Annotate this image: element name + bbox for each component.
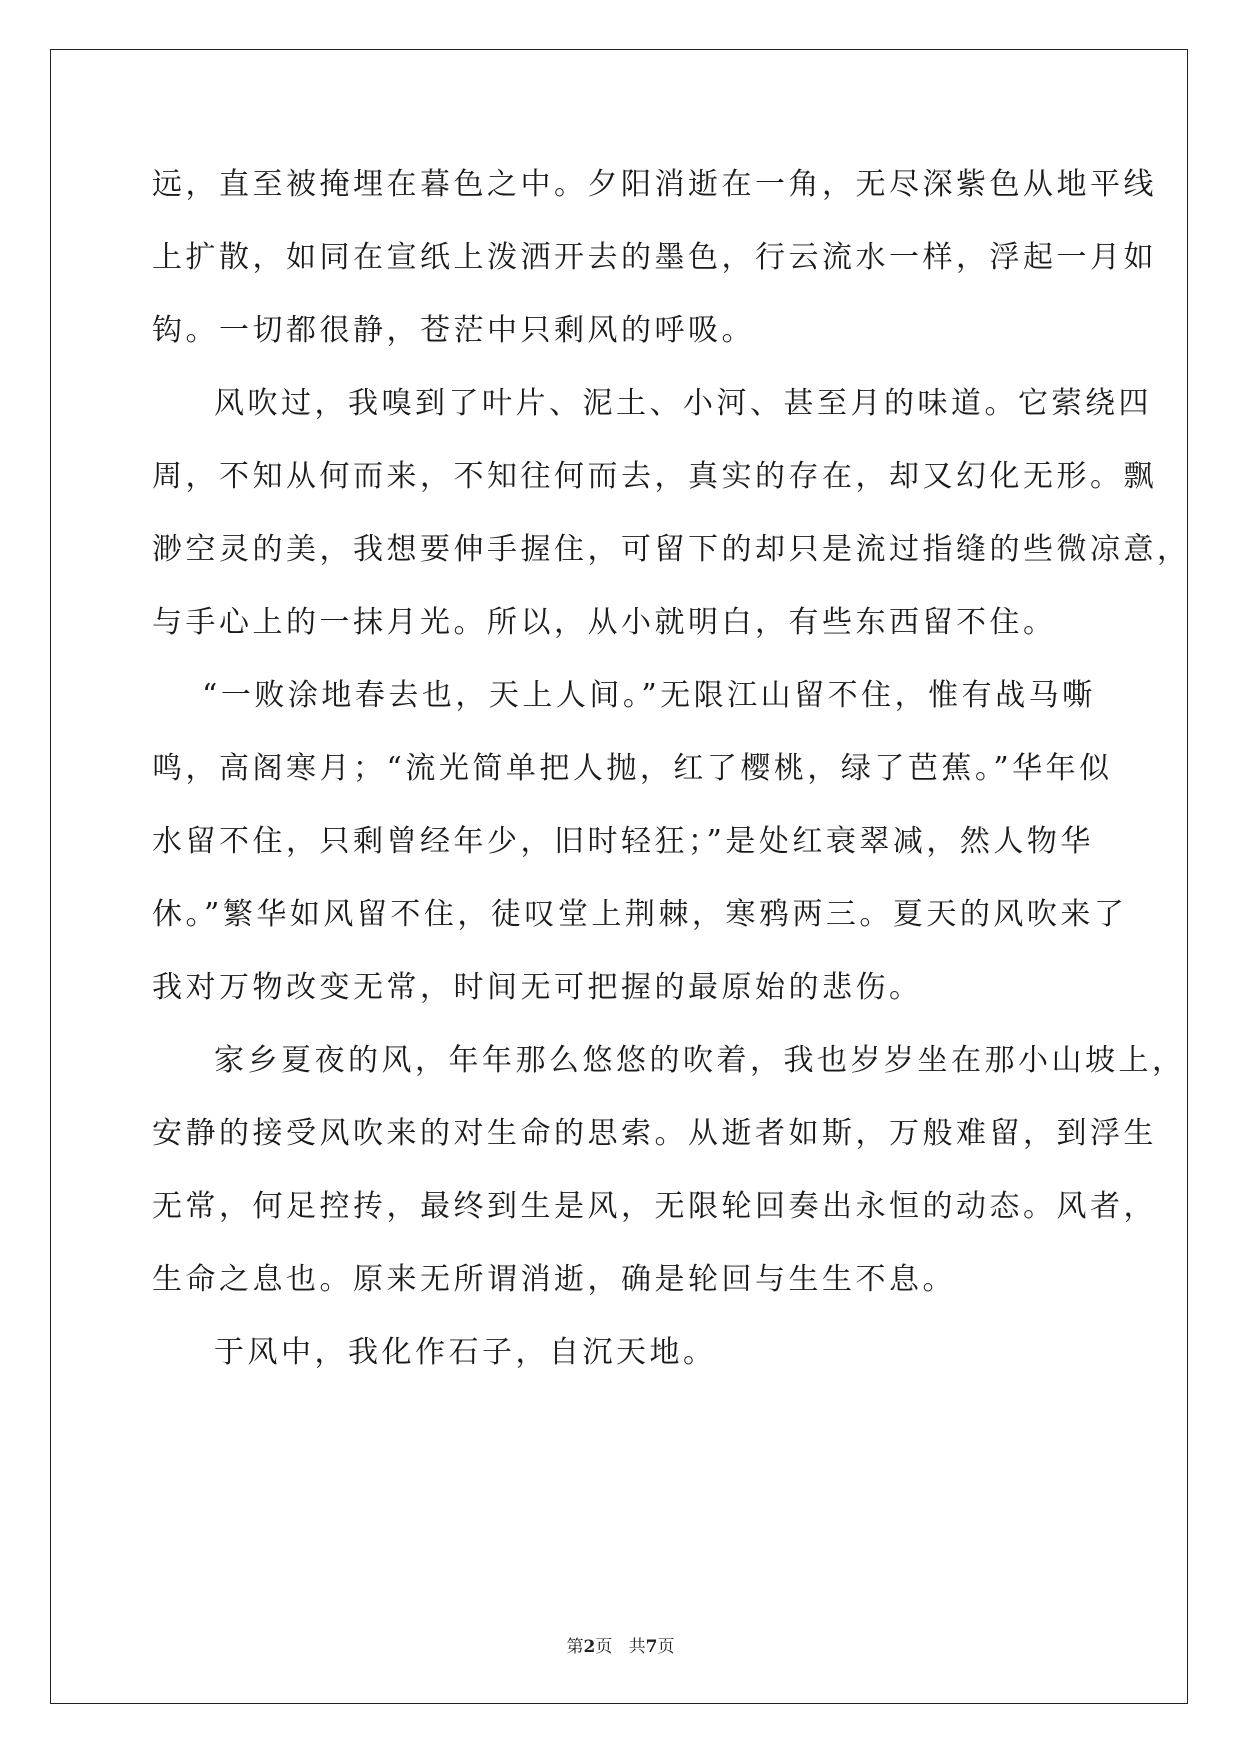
footer-page-suffix: 页 xyxy=(595,1637,613,1657)
text-line: 生命之息也。原来无所谓消逝，确是轮回与生生不息。 xyxy=(152,1262,956,1297)
text-line: “一败涂地春去也，天上人间。”无限江山留不住，惟有战马嘶 xyxy=(202,678,1096,713)
text-line: 休。”繁华如风留不住，徒叹堂上荆棘，寒鸦两三。夏天的风吹来了 xyxy=(152,897,1128,932)
text-line: 家乡夏夜的风，年年那么悠悠的吹着，我也岁岁坐在那小山坡上， xyxy=(214,1043,1186,1078)
footer-total-prefix: 共 xyxy=(628,1637,646,1657)
text-line: 于风中，我化作石子，自沉天地。 xyxy=(214,1335,717,1370)
text-line: 周，不知从何而来，不知往何而去，真实的存在，却又幻化无形。飘 xyxy=(152,459,1157,494)
current-page-number: 2 xyxy=(583,1637,596,1657)
footer-prefix: 第 xyxy=(566,1637,584,1657)
total-pages-number: 7 xyxy=(645,1637,658,1657)
footer-total-suffix: 页 xyxy=(657,1637,675,1657)
text-line: 我对万物改变无常，时间无可把握的最原始的悲伤。 xyxy=(152,970,923,1005)
text-line: 水留不住，只剩曾经年少，旧时轻狂；”是处红衰翠减，然人物华 xyxy=(152,824,1094,859)
text-line: 钩。一切都很静，苍茫中只剩风的呼吸。 xyxy=(152,313,755,348)
page-footer xyxy=(0,1632,1241,1657)
page-border xyxy=(50,49,1188,1704)
text-line: 上扩散，如同在宣纸上泼洒开去的墨色，行云流水一样，浮起一月如 xyxy=(152,240,1157,275)
text-line: 与手心上的一抹月光。所以，从小就明白，有些东西留不住。 xyxy=(152,605,1057,640)
text-line: 渺空灵的美，我想要伸手握住，可留下的却只是流过指缝的些微凉意， xyxy=(152,532,1191,567)
text-line: 远，直至被掩埋在暮色之中。夕阳消逝在一角，无尽深紫色从地平线 xyxy=(152,167,1157,202)
text-line: 安静的接受风吹来的对生命的思索。从逝者如斯，万般难留，到浮生 xyxy=(152,1116,1157,1151)
text-line: 无常，何足控抟，最终到生是风，无限轮回奏出永恒的动态。风者， xyxy=(152,1189,1157,1224)
text-line: 鸣，高阁寒月；“流光简单把人抛，红了樱桃，绿了芭蕉。”华年似 xyxy=(152,751,1113,786)
text-line: 风吹过，我嗅到了叶片、泥土、小河、甚至月的味道。它萦绕四 xyxy=(214,386,1152,421)
